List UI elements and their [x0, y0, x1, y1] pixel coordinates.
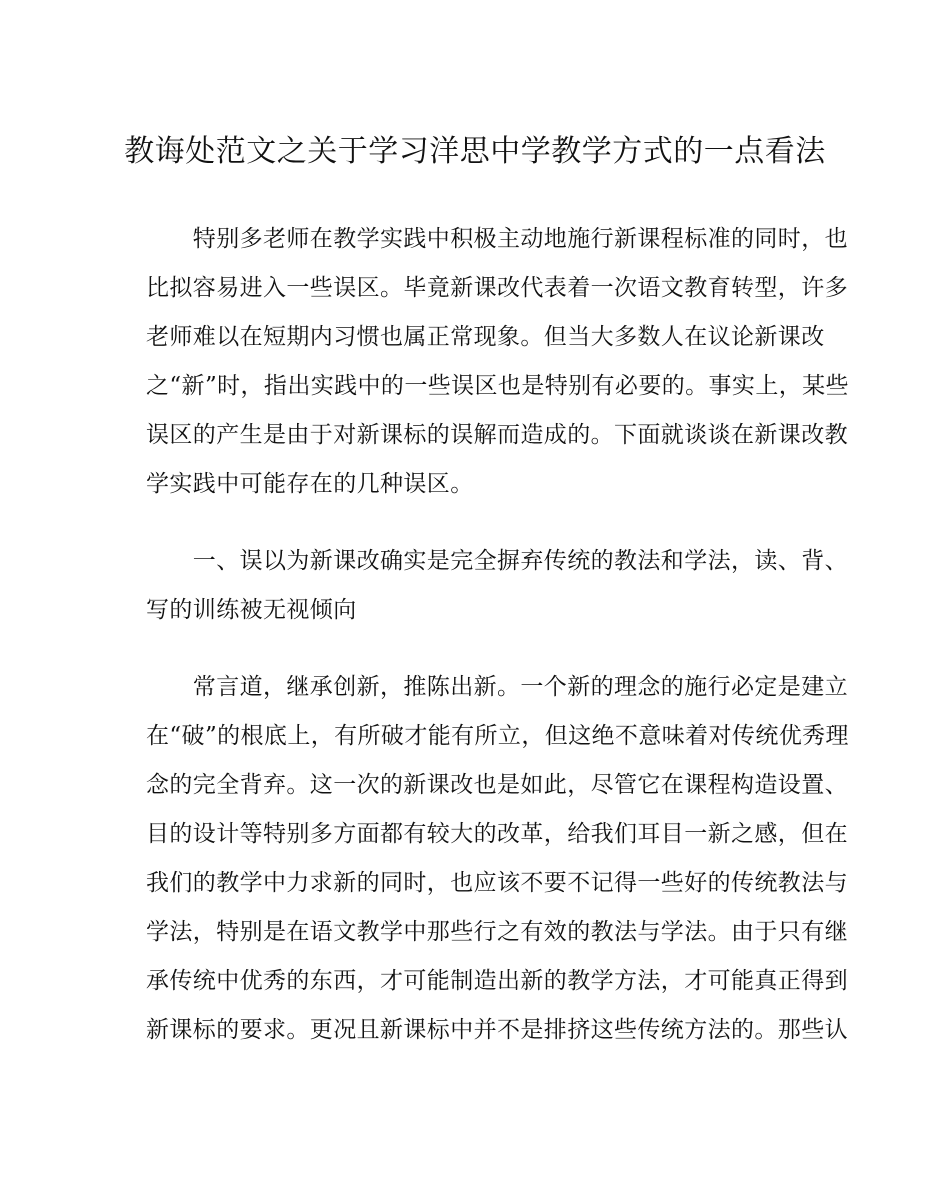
text-line: 特别多老师在教学实践中积极主动地施行新课程标准的同时，也	[146, 226, 848, 252]
text-line: 常言道，继承创新，推陈出新。一个新的理念的施行必定是建立	[146, 674, 848, 700]
text-line: 目的设计等特别多方面都有较大的改革，给我们耳目一新之感，但在	[146, 821, 848, 847]
text-line: 一、误以为新课改确实是完全摒弃传统的教法和学法，读、背、	[146, 548, 848, 574]
text-line: 比拟容易进入一些误区。毕竟新课改代表着一次语文教育转型，许多	[146, 275, 848, 301]
text-line: 写的训练被无视倾向	[146, 597, 357, 623]
text-line: 我们的教学中力求新的同时，也应该不要不记得一些好的传统教法与	[146, 870, 848, 896]
text-line: 老师难以在短期内习惯也属正常现象。但当大多数人在议论新课改	[146, 324, 825, 350]
text-line: 之“新”时，指出实践中的一些误区也是特别有必要的。事实上，某些	[146, 373, 849, 399]
text-line: 学法，特别是在语文教学中那些行之有效的教法与学法。由于只有继	[146, 919, 848, 945]
text-line: 念的完全背弃。这一次的新课改也是如此，尽管它在课程构造设置、	[146, 772, 848, 798]
text-line: 承传统中优秀的东西，才可能制造出新的教学方法，才可能真正得到	[146, 968, 848, 994]
text-line: 新课标的要求。更况且新课标中并不是排挤这些传统方法的。那些认	[146, 1017, 848, 1043]
document-title: 教诲处范文之关于学习洋思中学教学方式的一点看法	[124, 134, 826, 169]
text-line: 误区的产生是由于对新课标的误解而造成的。下面就谈谈在新课改教	[146, 422, 848, 448]
text-line: 在“破”的根底上，有所破才能有所立，但这绝不意味着对传统优秀理	[146, 723, 849, 749]
text-line: 学实践中可能存在的几种误区。	[146, 471, 474, 497]
